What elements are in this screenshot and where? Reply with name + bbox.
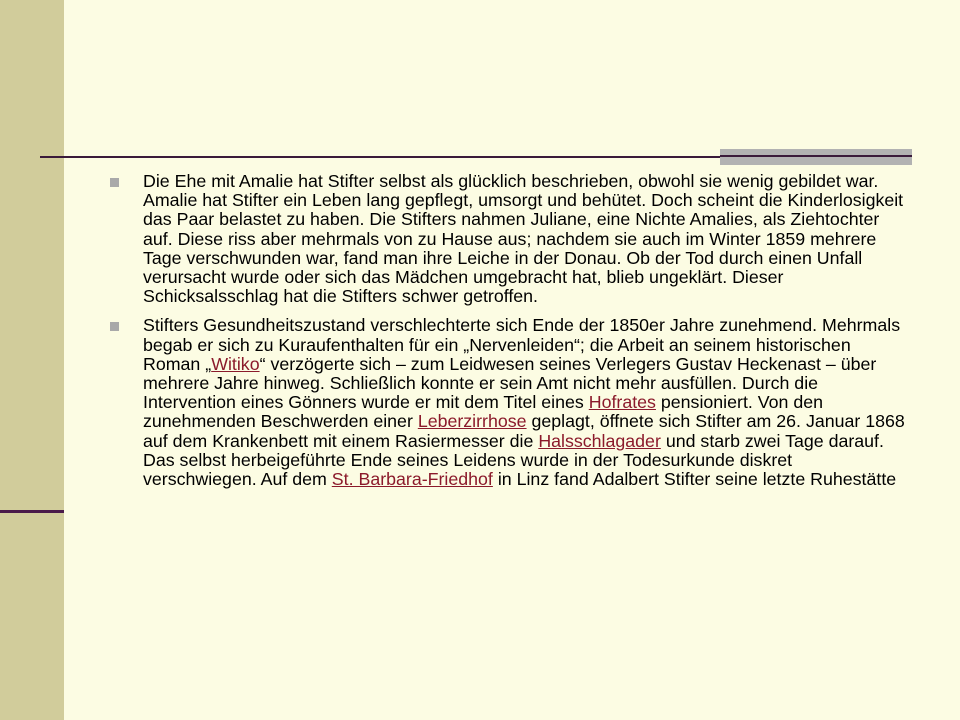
slide-body [106, 172, 906, 499]
left-decorative-band [0, 0, 64, 720]
list-item [106, 172, 906, 306]
link-hofrates[interactable]: Hofrates [588, 392, 656, 413]
square-bullet-icon [110, 178, 119, 187]
accent-bar [720, 149, 912, 165]
paragraph-text: Die Ehe mit Amalie hat Stifter selbst als glücklich beschrieben, obwohl sie wenig gebildet war. Amalie hat Stifter ein Leben lang gepflegt, umsorgt und behütet. Doch scheint die Kinderlosigkeit das Paar belastet zu haben. Die Stifters nahmen Juliane, eine Nichte Amalies, als Ziehtochter auf. Diese riss aber mehrmals von zu Hause aus; nachdem sie auch im Winter 1859 mehrere Tage verschwunden war, fand man ihre Leiche in der Donau. Ob der Tod durch einen Unfall verursacht wurde oder sich das Mädchen umgebracht hat, blieb ungeklärt. Dieser Schicksalsschlag hat die Stifters schwer getroffen. [143, 171, 904, 307]
link-st-barbara-friedhof[interactable]: St. Barbara-Friedhof [331, 469, 493, 490]
side-band-divider [0, 510, 64, 513]
link-leberzirrhose[interactable]: Leberzirrhose [417, 411, 527, 432]
square-bullet-icon [110, 322, 119, 331]
list-item [106, 316, 906, 489]
link-witiko[interactable]: Witiko [211, 353, 260, 374]
paragraph-text: Stifters Gesundheitszustand verschlechterte sich Ende der 1850er Jahre zunehmend. Mehrmals begab er sich zu Kuraufenthalten für ein „Nervenleiden“; die Arbeit an seinem historischen Roman „Witiko“ verzögerte sich – zum Leidwesen seines Verlegers Gustav Heckenast – über mehrere Jahre hinweg. Schließlich konnte er sein Amt nicht mehr ausfüllen. Durch die Intervention eines Gönners wurde er mit dem Titel eines Hofrates pensioniert. Von den zunehmenden Beschwerden einer Leberzirrhose geplagt, öffnete sich Stifter am 26. Januar 1868 auf dem Krankenbett mit einem Rasiermesser die Halsschlagader und starb zwei Tage darauf. Das selbst herbeigeführte Ende seines Leidens wurde in der Todesurkunde diskret verschwiegen. Auf dem St. Barbara-Friedhof in Linz fand Adalbert Stifter seine letzte Ruhestätte [143, 315, 905, 490]
link-halsschlagader[interactable]: Halsschlagader [538, 430, 661, 451]
